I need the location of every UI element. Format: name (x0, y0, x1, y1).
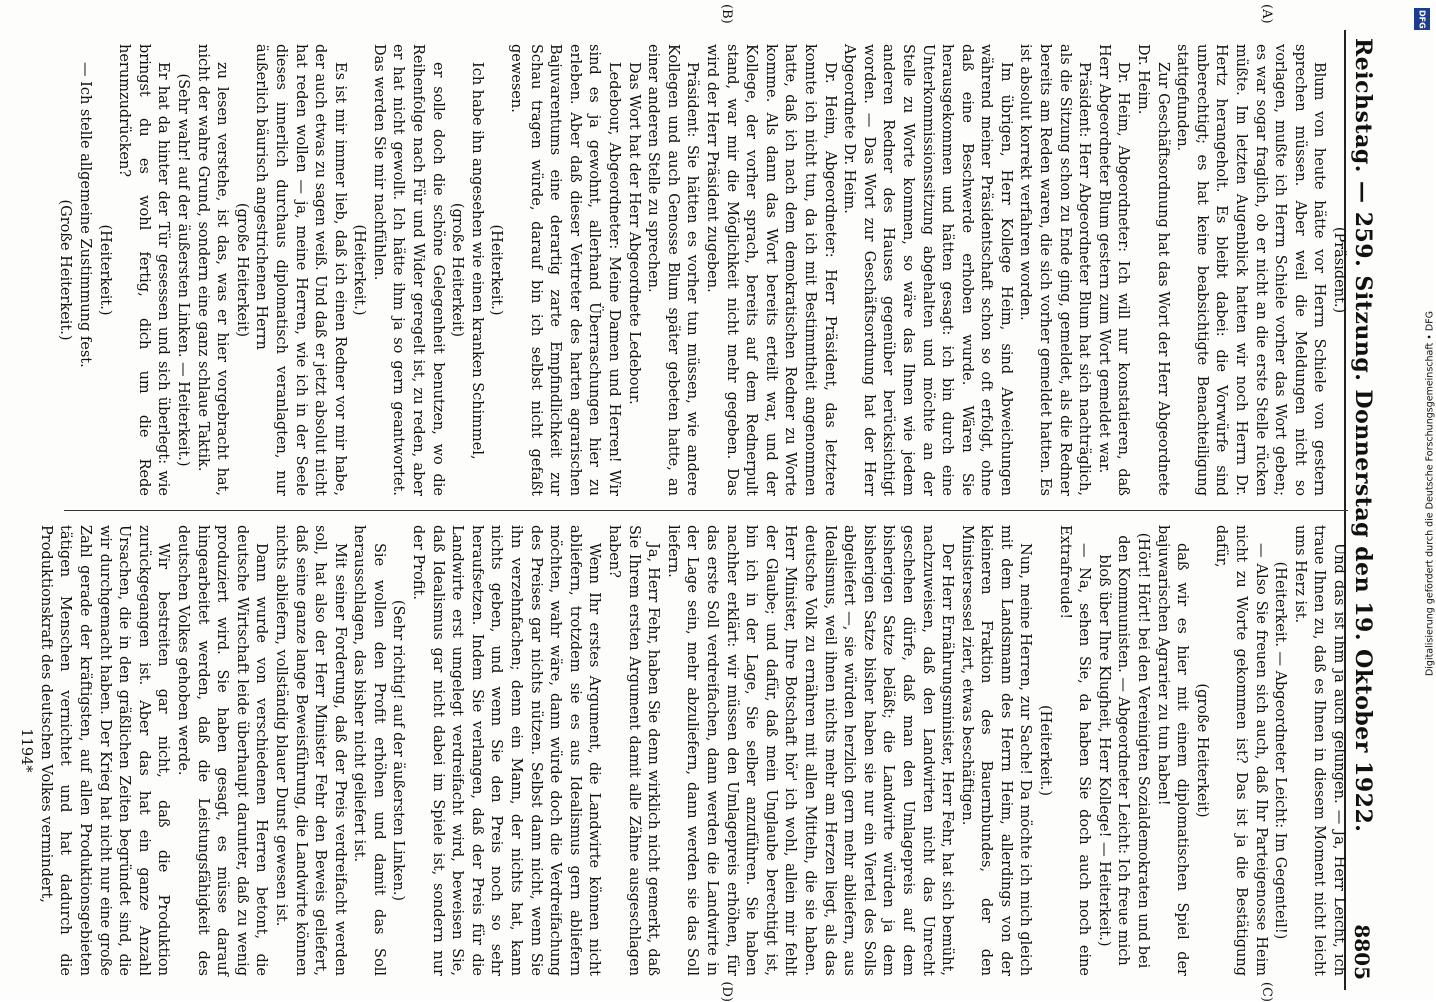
paragraph: Das Wort hat der Herr Abgeordnete Ledebour. (625, 62, 642, 405)
paragraph: Blum von heute hätte vor Herrn Schiele von gestern sprechen müssen. Aber weil die Meldungen nicht so vorlagen, mußte ich Herrn Schiele vorher das Wort geben; es war sogar fraglich, ob er nicht an die erste Stelle rücken müßte. Im letzten Augenblick hatten wir noch Herrn Dr. Hertz herangeholt. Es bleibt dabei: die Vorwürfe sind unberechtigt; es hat keine beabsichtigte Benachteiligung stattgefunden. (1174, 44, 1328, 496)
paragraph: Ja, Herr Fehr, haben Sie denn wirklich nicht gemerkt, daß Sie Ihrem ersten Argument damit alle Zähne ausgeschlagen haben? (606, 525, 662, 976)
paragraph: daß wir es hier mit einem diplomatischen Spiel der bajuwarischen Agrarier zu tun haben! (1154, 525, 1191, 976)
paragraph: (große Heiterkeit) (449, 202, 466, 338)
paragraph: Dann wurde von verschiedenen Herren betont, die deutsche Wirtschaft leide überhaupt darunter, daß zu wenig produziert wird. Sie haben gesagt, es müsse darauf hingearbeitet werden, daß die Leistungsfähigkeit des deutschen Volkes gehoben werde. (174, 525, 270, 976)
paragraph: Wenn Ihr erstes Argument, die Landwirte können nicht abliefern, trotzdem sie es aus Idealismus gern abliefern möchten, wahr wäre, dann würde doch die Verdreifachung des Preises gar nichts nützen. Selbst dann nicht, wenn Sie ihn verzehnfachen; denn ein Mann, der nichts hat, kann nichts geben, und wenn Sie den Preis noch so sehr heraufsetzen. Indem Sie verlangen, daß der Preis für die Landwirte erst umgelegt verdreifacht wird, beweisen Sie, daß Idealismus gar nicht dabei im Spiele ist, sondern nur der Profit. (410, 525, 603, 976)
paragraph: Er hat da hinter der Tür gesessen und sich überlegt: wie bringst du es wohl fertig, dich um die Rede herumzudrücken? (116, 44, 172, 496)
column-right (18, 510, 1348, 990)
paragraph: — Also Sie freuen sich auch, daß Ihr Parteigenosse Heim nicht zu Worte gekommen ist? Das ist ja die Bestätigung dafür, (1213, 525, 1269, 976)
dfg-logo-text: DFG (1417, 9, 1427, 29)
paragraph: (Heiterkeit.) (351, 224, 368, 316)
paragraph: Zur Geschäftsordnung hat das Wort der Herr Abgeordnete Dr. Heim. (1135, 44, 1171, 496)
paragraph: (Sehr wahr! auf der äußersten Linken. — Heiterkeit.) (174, 73, 191, 467)
paragraph: 1194* (18, 728, 35, 773)
paragraph: Ledebour, Abgeordneter: Meine Damen und Herren! Wir sind es ja gewohnt, allerhand Überraschungen hier zu erleben. Aber daß dieser Vertreter des harten agrarischen Bajuvarentums eine derartig zarte Empfindlichkeit zur Schau tragen würde, darauf bin ich selbst nicht gefaßt gewesen. (508, 44, 623, 496)
paragraph: — Ich stelle allgemeine Zustimmung fest. (77, 62, 93, 368)
paragraph: Sie wollen den Profit erhöhen und damit das Soll herausschlagen, das bisher nicht geliefert ist. (351, 525, 387, 976)
paragraph: (Heiterkeit.) (96, 224, 113, 316)
page-title: Reichstag. — 259. Sitzung. Donnerstag den 19. Oktober 1922. (1350, 38, 1376, 833)
margin-marker-c: (C) (1259, 981, 1274, 1002)
paragraph: Wir bestreiten gar nicht, daß die Produktion zurückgegangen ist. Aber das hat ein ganze Anzahl Ursachen, die in den gräßlichen Zeiten begründet sind, die wir durchgemacht haben. Der Krieg hat nicht nur eine große Zahl gerade der kräftigsten, auf allen Produktionsgebieten tätigen Menschen vernichtet und hat dadurch die Produktionskraft des deutschen Volkes vermindert, (37, 525, 172, 976)
margin-marker-a: (A) (1259, 4, 1274, 24)
paragraph: Es ist mir immer lieb, daß ich einen Redner vor mir habe, der auch etwas zu sagen weiß. Und daß er jetzt absolut nicht hat reden wollen — ja, meine Herren, wie ich in der Seele dieses innerlich durchaus diplomatisch veranlagten, nur äußerlich bäurisch angestrichenen Herrn (253, 44, 348, 496)
paragraph: Präsident: Sie hätten es vorher tun müssen, wie andere Kollegen und auch Genosse Blum später gebeten hatte, an einer anderen Stelle zu sprechen. (645, 44, 701, 496)
margin-marker-b: (B) (719, 4, 734, 24)
paragraph: Im übrigen, Herr Kollege Heim, sind Abweichungen während meiner Präsidentschaft schon so oft erfolgt, ohne daß eine Beschwerde erhoben wurde. Wären Sie herausgekommen und hätten gesagt: ich bin durch eine Unterkommissionssitzung abgehalten und möchte an der Stelle zu Worte kommen, so wäre das Ihnen wie jedem anderen Redner des Hauses gegenüber berücksichtigt worden. — Das Wort zur Geschäftsordnung hat der Herr Abgeordnete Dr. Heim. (841, 44, 1014, 496)
newspaper-sheet (18, 0, 1394, 1002)
paragraph: (große Heiterkeit) (233, 202, 250, 338)
paragraph: (Heiterkeit.) (488, 224, 505, 316)
column-left (57, 30, 1348, 510)
digitization-note (1410, 0, 1434, 1000)
paragraph: (große Heiterkeit) (1193, 683, 1210, 818)
paragraph: Dr. Heim, Abgeordneter: Herr Präsident, das letztere konnte ich nicht tun, da ich mit Bestimmtheit angenommen hatte, daß ich nach dem demokratischen Redner zu Worte komme. Als dann das Wort bereits erteilt war, und der Kollege, der vorher sprach, bereits auf dem Rednerpult stand, war mir die Möglichkeit nicht mehr gegeben. Das wird der Herr Präsident zugeben. (704, 44, 838, 496)
page-header (1344, 30, 1388, 990)
paragraph: (Heiterkeit. — Abgeordneter Leicht: Im Gegenteil!) (1272, 561, 1289, 940)
paragraph: (Sehr richtig! auf der äußersten Linken.) (390, 599, 407, 902)
dfg-logo (1414, 8, 1430, 30)
paragraph: Mit seiner Forderung, daß der Preis verdreifacht werden soll, hat also der Herr Minister Fehr den Beweis geliefert, daß seine ganze lange Beweisführung, die Landwirte können nichts abliefern, vollständig blauer Dunst gewesen ist. (272, 525, 348, 976)
paragraph: Präsident: Herr Abgeordneter Blum hat sich nachträglich, als die Sitzung schon zu Ende ging, gemeldet, als die Redner bereits am Reden waren, die sich vorher gemeldet hatten. Es ist absolut korrekt verfahren worden. (1017, 44, 1093, 496)
margin-marker-d: (D) (719, 981, 734, 1002)
paragraph: Nun, meine Herren, zur Sache! Da möchte ich mich gleich mit dem Landsmann des Herrn Heim, allerdings von der kleineren Fraktion des Bauernbundes, der den Ministersessel ziert, etwas beschäftigen. (958, 525, 1034, 976)
paragraph: (Präsident.) (1331, 226, 1347, 314)
paragraph: (Große Heiterkeit.) (57, 199, 74, 341)
paragraph: (Heiterkeit.) (1037, 705, 1054, 796)
page-number: 8805 (1350, 924, 1374, 980)
paragraph: Ich habe ihn angesehen wie einen kranken Schimmel, (468, 62, 485, 460)
paragraph: er solle doch die schöne Gelegenheit benutzen, wo die Reihenfolge nach Für und Wider geregelt ist, zu reden, aber er hat nicht gewollt. Ich hätte ihm ja so gern geantwortet. Das werden Sie mir nachfühlen. (370, 44, 446, 496)
paragraph: Und das ist ihm ja auch gelungen. — Ja, Herr Leicht, ich traue Ihnen zu, daß es Ihnen in diesem Moment nicht leicht ums Herz ist. (1291, 525, 1347, 976)
paragraph: — Na, sehen Sie, da haben Sie doch auch noch eine Extrafreude! (1056, 525, 1093, 976)
paragraph: zu lesen verstehe, ist das, was er hier vorgebracht hat, nicht der wahre Grund, sondern eine ganz schlaue Taktik. (194, 44, 231, 496)
text-columns (18, 30, 1348, 990)
paragraph: (Hört! Hört! bei den Vereinigten Sozialdemokraten und bei den Kommunisten. — Abgeordneter Leicht: Ich freue mich bloß über Ihre Klugheit, Herr Kollege! — Heiterkeit.) (1095, 532, 1152, 969)
paragraph: Der Herr Ernährungsminister, Herr Fehr, hat sich bemüht, nachzuweisen, daß den Landwirten nicht das Unrecht geschehen dürfe, daß man den Umlagepreis auf dem bisherigen Satze beläßt; die Landwirte würden ja dem bisherigen Satze bisher haben sie nur ein Viertel des Solls abgeliefert —, sie würden herzlich gern mehr abliefern, aus Idealismus, weil ihnen nichts mehr am Herzen liegt, als das deutsche Volk zu ernähren mit allen Mitteln, die sie haben. Herr Minister, Ihre Botschaft hör' ich wohl, allein mir fehlt der Glaube; und dafür, daß mein Unglaube berechtigt ist, bin ich in der Lage, Sie selber anzuführen. Sie haben nachher erklärt: wir müssen den Umlagepreis erhöhen, für das erste Soll verdreifachen, dann werden die Landwirte in der Lage sein, mehr abzuliefern, dann werden sie das Soll liefern. (664, 525, 956, 976)
paragraph: Dr. Heim, Abgeordneter: Ich will nur konstatieren, daß Herr Abgeordneter Blum gestern zum Wort gemeldet war. (1095, 44, 1132, 496)
digitization-note-text: Digitalisierung gefördert durch die Deutsche Forschungsgemeinschaft • DFG (1424, 310, 1436, 677)
